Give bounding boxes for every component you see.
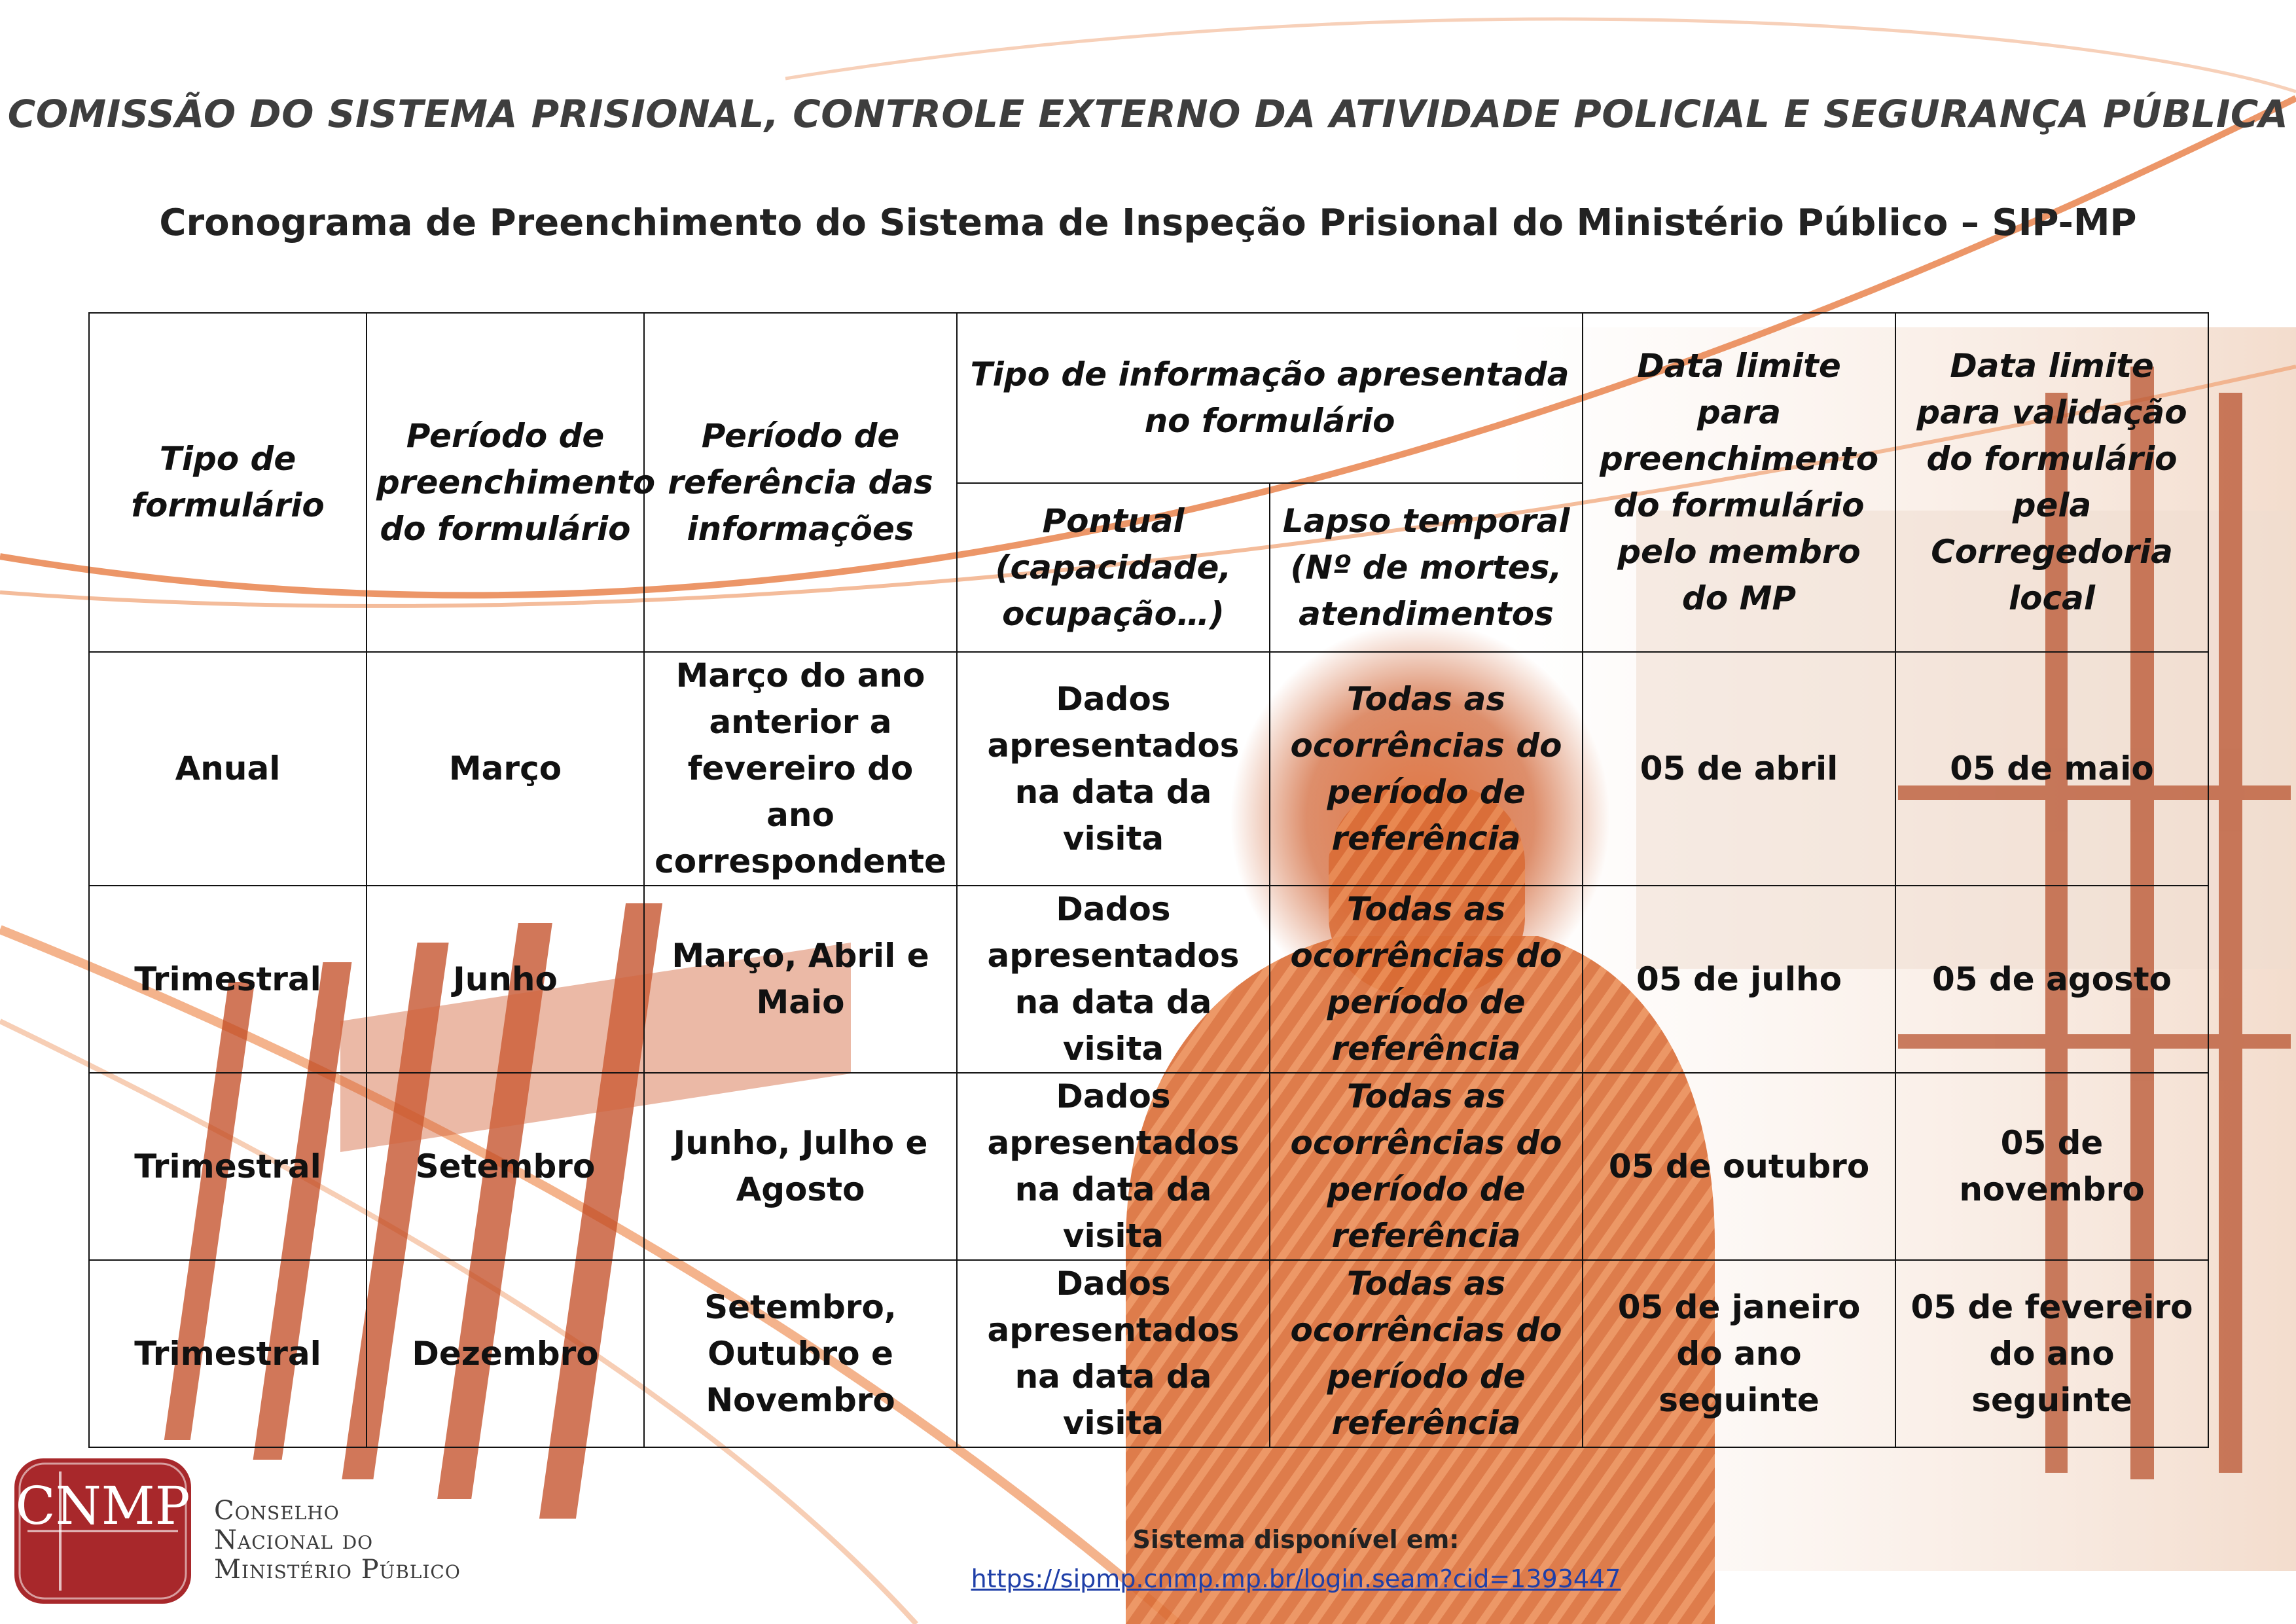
cell-periodo: Dezembro	[367, 1260, 644, 1447]
cell-periodo: Março	[367, 652, 644, 886]
cell-periodo: Junho	[367, 886, 644, 1073]
header-limite-corregedoria: Data limite para validação do formulário pela Corregedoria local	[1895, 313, 2208, 652]
cell-limite-corregedoria: 05 de maio	[1895, 652, 2208, 886]
cell-referencia: Março, Abril e Maio	[644, 886, 957, 1073]
header-tipo-informacao: Tipo de informação apresentada no formulário	[957, 313, 1583, 483]
cell-limite-membro: 05 de outubro	[1583, 1073, 1895, 1260]
cnmp-logo	[14, 1458, 499, 1609]
logo-line-2: Nacional do	[214, 1525, 374, 1555]
cell-tipo: Anual	[89, 652, 367, 886]
document-title: Cronograma de Preenchimento do Sistema de Inspeção Prisional do Ministério Público – SIP-MP	[159, 202, 2137, 244]
cell-referencia: Setembro, Outubro e Novembro	[644, 1260, 957, 1447]
cell-tipo: Trimestral	[89, 1260, 367, 1447]
table-row	[89, 652, 2208, 886]
cell-lapso: Todas as ocorrências do período de referência	[1270, 652, 1583, 886]
logo-badge	[14, 1458, 191, 1604]
footer-label: Sistema disponível em:	[1132, 1525, 1460, 1554]
cell-tipo: Trimestral	[89, 886, 367, 1073]
header-lapso: Lapso temporal (Nº de mortes, atendimentos	[1270, 483, 1583, 652]
cell-limite-membro: 05 de janeiro do ano seguinte	[1583, 1260, 1895, 1447]
cell-referencia: Junho, Julho e Agosto	[644, 1073, 957, 1260]
header-row	[89, 313, 2208, 483]
cell-lapso: Todas as ocorrências do período de referência	[1270, 1260, 1583, 1447]
cell-pontual: Dados apresentados na data da visita	[957, 652, 1270, 886]
system-link[interactable]: https://sipmp.cnmp.mp.br/login.seam?cid=1393447	[971, 1564, 1621, 1593]
cell-pontual: Dados apresentados na data da visita	[957, 1260, 1270, 1447]
schedule-table	[88, 312, 2209, 1448]
cell-limite-membro: 05 de julho	[1583, 886, 1895, 1073]
logo-wordmark	[214, 1496, 461, 1584]
table-row	[89, 886, 2208, 1073]
header-pontual: Pontual (capacidade, ocupação…)	[957, 483, 1270, 652]
cell-limite-corregedoria: 05 de fevereiro do ano seguinte	[1895, 1260, 2208, 1447]
header-tipo: Tipo de formulário	[89, 313, 367, 652]
cell-lapso: Todas as ocorrências do período de referência	[1270, 1073, 1583, 1260]
logo-mark-icon	[14, 1458, 191, 1604]
cell-pontual: Dados apresentados na data da visita	[957, 1073, 1270, 1260]
header-limite-membro: Data limite para preenchimento do formulário pelo membro do MP	[1583, 313, 1895, 652]
cell-periodo: Setembro	[367, 1073, 644, 1260]
table-row	[89, 1073, 2208, 1260]
cell-referencia: Março do ano anterior a fevereiro do ano correspondente	[644, 652, 957, 886]
logo-line-1: Conselho	[214, 1496, 340, 1526]
logo-line-3: Ministério Público	[214, 1554, 461, 1585]
table-row	[89, 1260, 2208, 1447]
cell-tipo: Trimestral	[89, 1073, 367, 1260]
header-periodo-preenchimento: Período de preenchimento do formulário	[367, 313, 644, 652]
cell-pontual: Dados apresentados na data da visita	[957, 886, 1270, 1073]
commission-title: COMISSÃO DO SISTEMA PRISIONAL, CONTROLE EXTERNO DA ATIVIDADE POLICIAL E SEGURANÇA PÚBLICA	[7, 92, 2289, 136]
cell-limite-corregedoria: 05 de novembro	[1895, 1073, 2208, 1260]
header-periodo-referencia: Período de referência das informações	[644, 313, 957, 652]
logo-letters-top: CNMP	[15, 1475, 190, 1536]
cell-limite-membro: 05 de abril	[1583, 652, 1895, 886]
cell-lapso: Todas as ocorrências do período de referência	[1270, 886, 1583, 1073]
cell-limite-corregedoria: 05 de agosto	[1895, 886, 2208, 1073]
